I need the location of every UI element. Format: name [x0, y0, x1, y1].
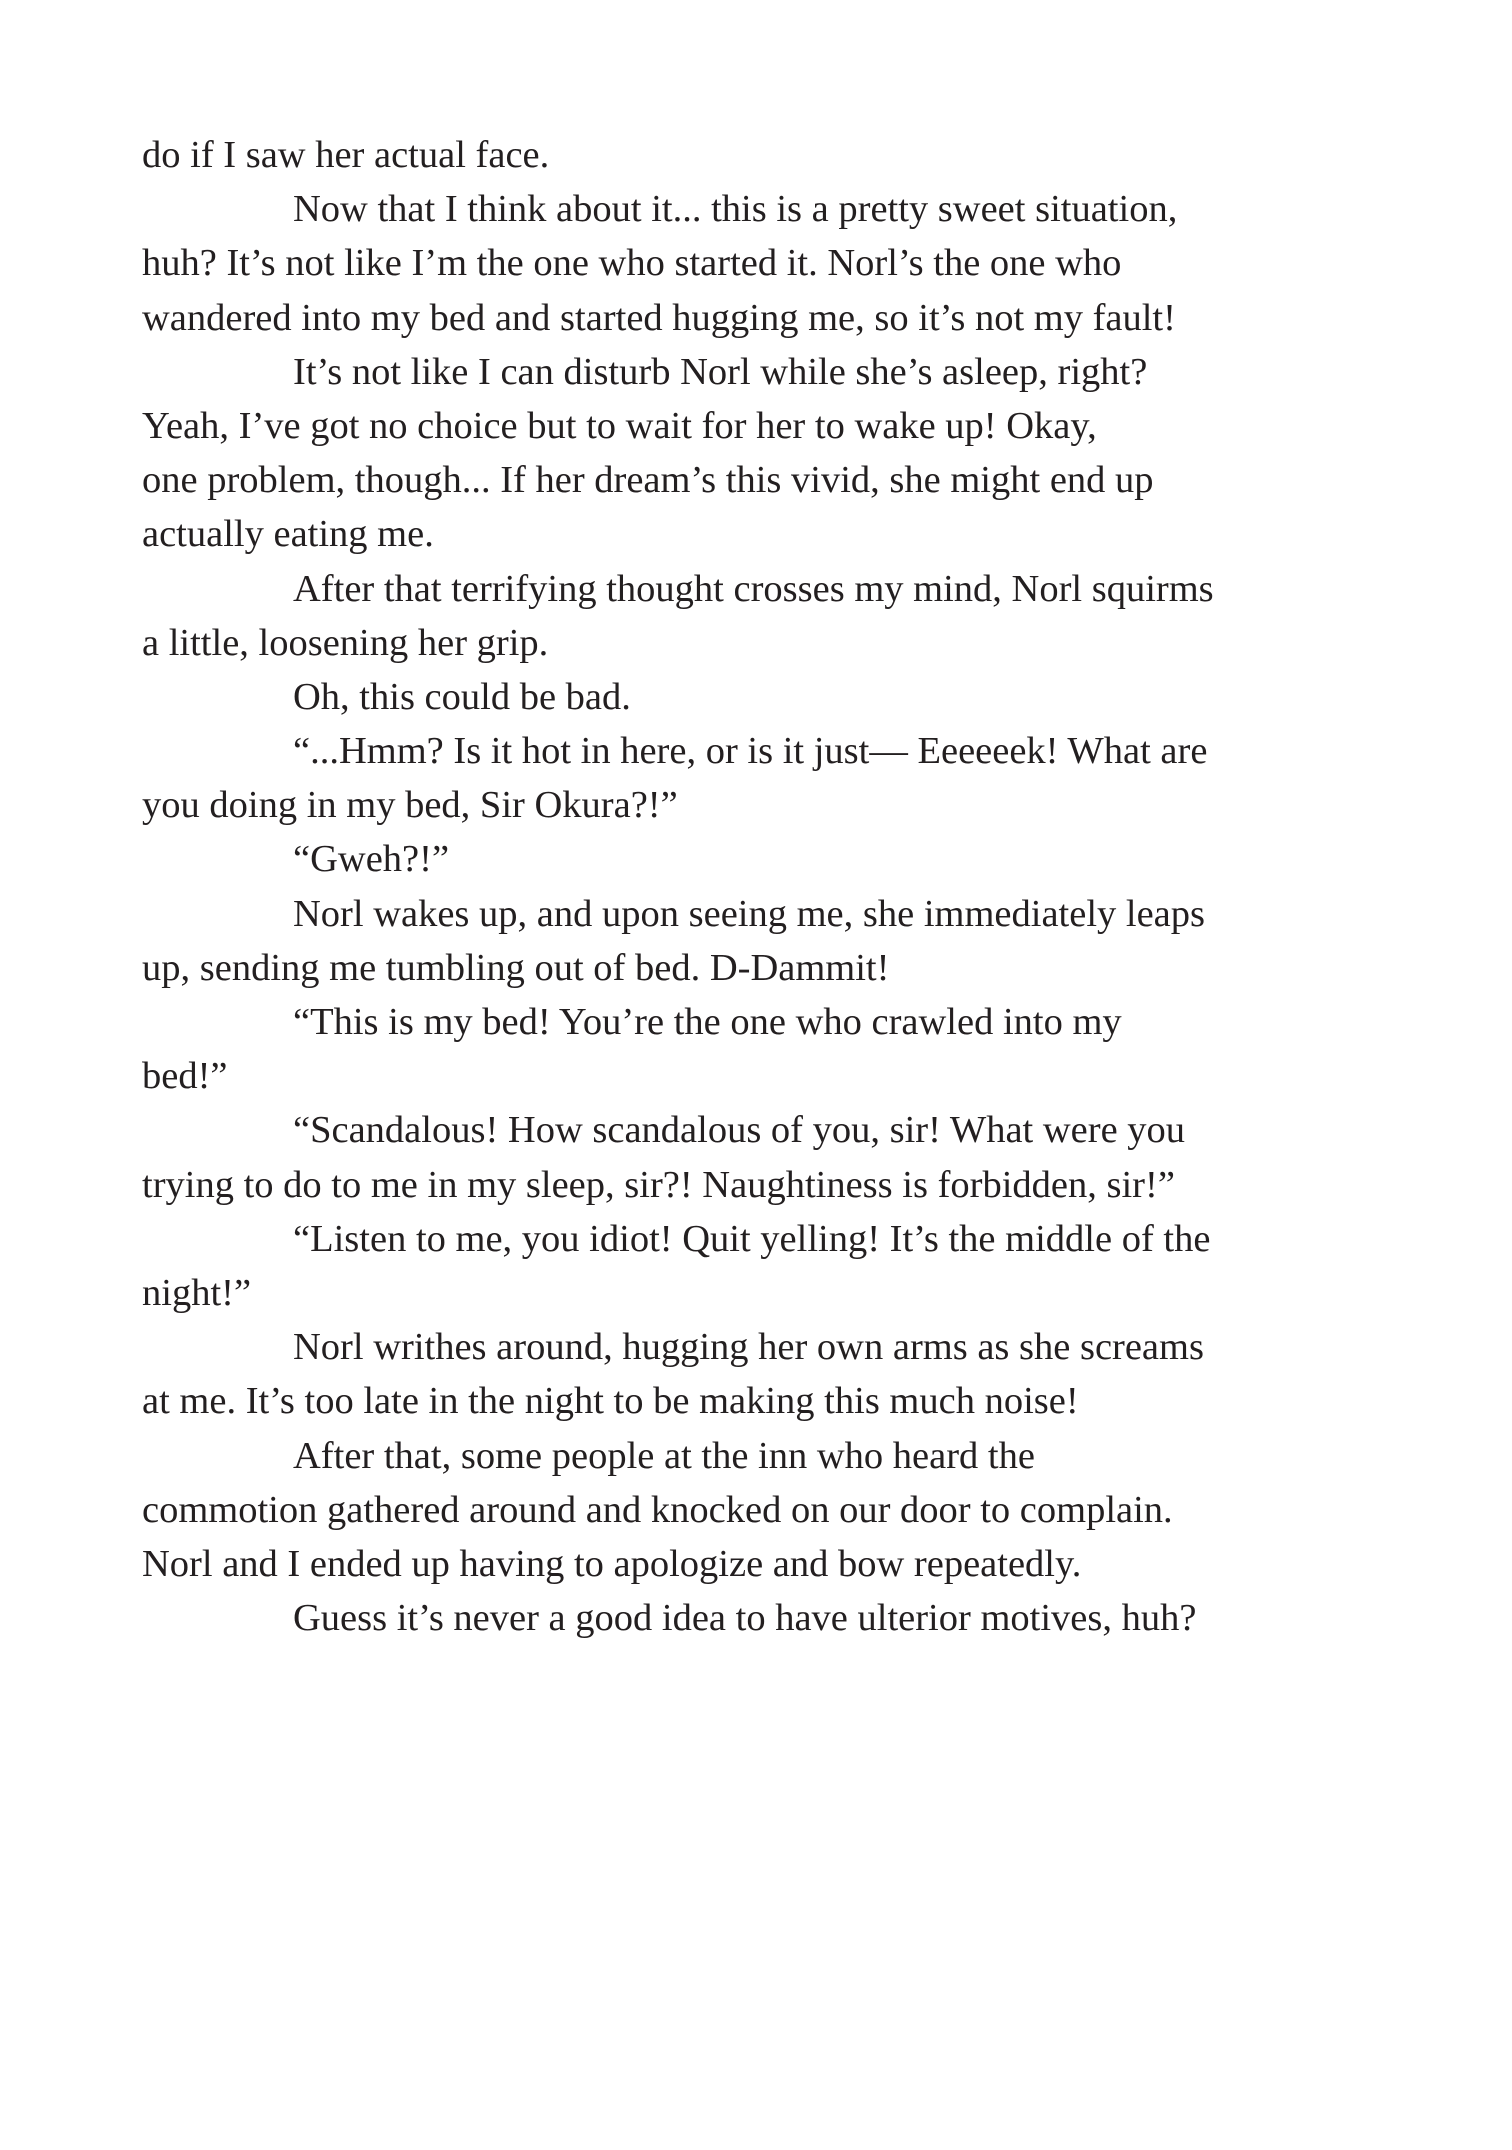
text-line: huh? It’s not like I’m the one who started it. Norl’s the one who	[142, 242, 1122, 285]
text-line: actually eating me.	[142, 513, 434, 556]
text-line: Now that I think about it... this is a pretty sweet situation,	[293, 188, 1178, 231]
text-line: up, sending me tumbling out of bed. D-Dammit!	[142, 946, 890, 989]
text-line: After that, some people at the inn who heard the	[293, 1434, 1035, 1477]
text-line: Norl and I ended up having to apologize and bow repeatedly.	[142, 1542, 1082, 1585]
text-line: “This is my bed! You’re the one who crawled into my	[293, 1001, 1122, 1043]
text-line: After that terrifying thought crosses my mind, Norl squirms	[293, 567, 1214, 610]
text-line: one problem, though... If her dream’s this vivid, she might end up	[142, 459, 1154, 502]
text-line: do if I saw her actual face.	[142, 134, 550, 176]
text-line: bed!”	[142, 1055, 228, 1098]
text-line: commotion gathered around and knocked on our door to complain.	[142, 1488, 1173, 1531]
text-line: “Listen to me, you idiot! Quit yelling! It’s the middle of the	[293, 1217, 1211, 1260]
text-line: at me. It’s too late in the night to be making this much noise!	[142, 1380, 1079, 1423]
text-line: a little, loosening her grip.	[142, 621, 549, 664]
text-line: you doing in my bed, Sir Okura?!”	[142, 784, 678, 827]
text-line: night!”	[142, 1271, 252, 1314]
body-text	[142, 128, 1382, 1645]
text-line: Norl writhes around, hugging her own arms as she screams	[293, 1326, 1204, 1369]
text-line: wandered into my bed and started hugging me, so it’s not my fault!	[142, 296, 1176, 339]
text-line: It’s not like I can disturb Norl while she’s asleep, right?	[293, 350, 1148, 393]
text-line: trying to do to me in my sleep, sir?! Naughtiness is forbidden, sir!”	[142, 1163, 1175, 1206]
text-line: Guess it’s never a good idea to have ulterior motives, huh?	[293, 1597, 1197, 1640]
text-line: Norl wakes up, and upon seeing me, she immediately leaps	[293, 892, 1206, 935]
text-line: Yeah, I’ve got no choice but to wait for her to wake up! Okay,	[142, 404, 1097, 447]
text-line: Oh, this could be bad.	[293, 675, 631, 718]
text-line: “Gweh?!”	[293, 838, 450, 881]
text-line: “...Hmm? Is it hot in here, or is it just— Eeeeeek! What are	[293, 730, 1208, 773]
text-line: “Scandalous! How scandalous of you, sir! What were you	[293, 1109, 1186, 1152]
